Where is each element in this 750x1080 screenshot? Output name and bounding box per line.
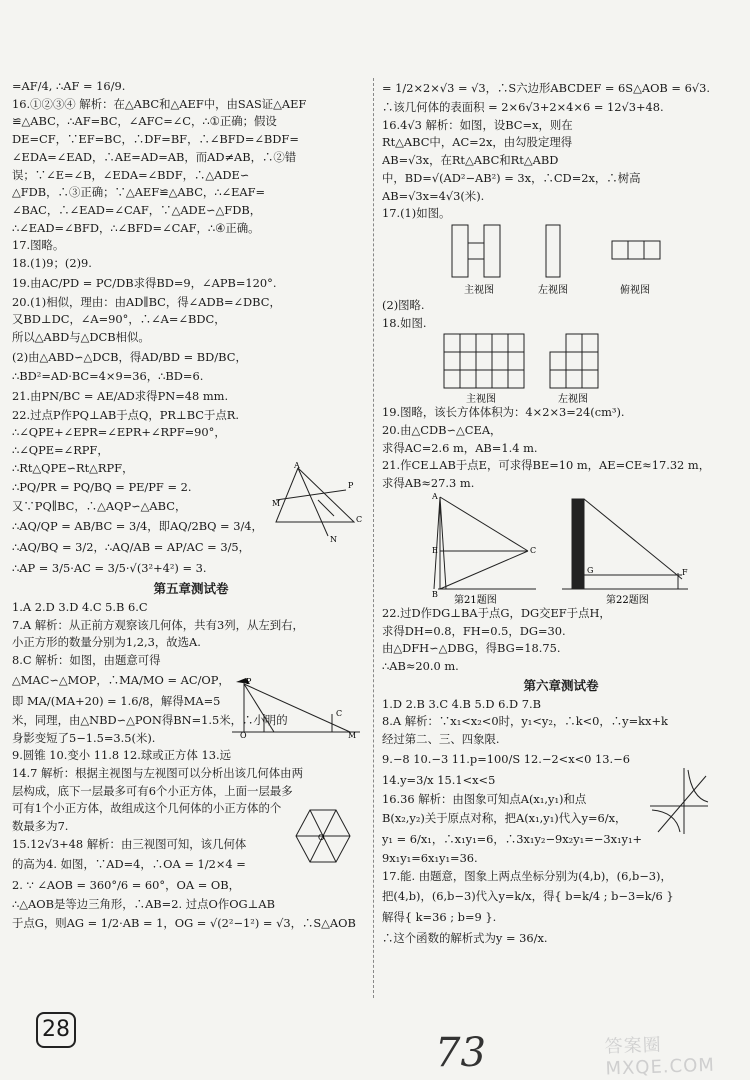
answer-line: ∴∠QPE=∠RPF，: [12, 442, 109, 457]
svg-text:C: C: [356, 515, 363, 524]
answer-line: 18.(1)9；(2)9.: [12, 256, 92, 271]
answer-line: 可有1个小正方体，故组成这个几何体的小正方体的个: [12, 801, 282, 816]
q21-q22-figures: [432, 493, 732, 605]
answer-line: 求得DH=0.8，FH=0.5，DG=30.: [382, 623, 566, 638]
answer-line: ∴AB≈20.0 m.: [382, 658, 459, 673]
answer-line: 16.36 解析：由图象可知点A(x₁,y₁)和点: [382, 791, 587, 806]
answer-line: AB=√3x=4√3(米).: [382, 188, 485, 203]
answer-line: AB=√3x，在Rt△ABC和Rt△ABD: [382, 153, 559, 168]
svg-text:B: B: [432, 589, 438, 599]
hyperbola-figure: [648, 766, 710, 836]
answer-line: y₁ = 6/x₁，∴x₁y₁=6，∴3x₁y₂−9x₂y₁=−3x₁y₁+: [382, 832, 643, 847]
answer-line: ∴这个函数的解析式为y = 36/x.: [382, 930, 548, 945]
answer-line: ∴PQ/PR = PQ/BQ = PE/PF = 2.: [12, 480, 192, 495]
front-view-caption: 主视图: [466, 394, 496, 405]
q22-caption: 第22题图: [606, 594, 649, 605]
chapter-6-title: 第六章测试卷: [523, 677, 599, 693]
answer-line: 由△DFH∽△DBG，得BG=18.75.: [382, 641, 561, 656]
answer-line: 小正方形的数量分别为1,2,3，故选A.: [12, 635, 201, 650]
answer-line: 求得AB≈27.3 m.: [382, 476, 475, 491]
answer-line: 即 MA/(MA+20) = 1.6/8，解得MA=5: [12, 693, 221, 708]
answer-line: 把(4,b)，(6,b−3)代入y=k/x，得{ b=k/4 ; b−3=k/6 }: [382, 888, 674, 903]
left-view-caption: 左视图: [558, 394, 588, 405]
q21-caption: 第21题图: [454, 594, 497, 605]
answer-line: △FDB，∴③正确；∵△AEF≌△ABC，∴∠EAF=: [12, 185, 266, 200]
answer-line: B(x₂,y₂)关于原点对称，把A(x₁,y₁)代入y=6/x，: [382, 811, 627, 826]
answer-line: ∴∠QPE+∠EPR=∠EPR+∠RPF=90°，: [12, 425, 226, 440]
answer-line: ∴△AOB是等边三角形，∴AB=2. 过点O作OG⊥AB: [12, 896, 275, 911]
answer-line: 1.A 2.D 3.D 4.C 5.B 6.C: [12, 600, 148, 615]
answer-line: 身影变短了5−1.5=3.5(米).: [12, 730, 156, 745]
svg-text:N: N: [330, 535, 337, 544]
svg-text:M: M: [272, 499, 281, 508]
answer-line: ≌△ABC，∴AF=BC，∠AFC=∠C，∴①正确；假设: [12, 114, 277, 129]
answer-line: 解得{ k=36 ; b=9 }.: [382, 909, 497, 924]
page-number: 28: [36, 1012, 76, 1048]
answer-line: 7.A 解析：从正前方观察该几何体，共有3列，从左到右，: [12, 617, 304, 632]
answer-line: ∠BAC，∴∠EAD=∠CAF，∵△ADE∽△FDB，: [12, 202, 262, 217]
answer-line: 所以△ABD与△DCB相似。: [12, 330, 150, 345]
answer-line: ∴Rt△QPE∽Rt△RPF，: [12, 460, 134, 475]
answer-line: 17.图略。: [12, 238, 65, 253]
answer-line: 17.能. 由题意，图象上两点坐标分别为(4,b)，(6,b−3)，: [382, 869, 672, 884]
answer-line: ∴BD²=AD·BC=4×9=36，∴BD=6.: [12, 368, 204, 383]
answer-line: 16.4√3 解析：如图，设BC=x，则在: [382, 117, 573, 132]
svg-text:C: C: [530, 545, 537, 555]
answer-line: 8.A 解析：∵x₁<x₂<0时，y₁<y₂，∴k<0，∴y=kx+k: [382, 714, 668, 729]
answer-line: 9x₁y₁=6x₁y₁=36.: [382, 851, 478, 866]
answer-line: 求得AC=2.6 m，AB=1.4 m.: [382, 440, 538, 455]
answer-line: DE=CF，∵EF=BC，∴DF=BF，∴∠BFD=∠BDF=: [12, 132, 299, 147]
answer-line: ∴AP = 3/5·AC = 3/5·√(3²+4²) = 3.: [12, 561, 207, 576]
svg-text:P: P: [246, 677, 252, 686]
answer-line: 米，同理，由△NBD∽△PON得BN=1.5米，∴小明的: [12, 712, 288, 727]
q18-views: [442, 332, 692, 404]
answer-line: = 1/2×2×√3 = √3，∴S六边形ABCDEF = 6S△AOB = 6√3.: [382, 81, 710, 95]
svg-text:P: P: [348, 481, 354, 490]
answer-line: 16.①②③④ 解析：在△ABC和△AEF中，由SAS证△AEF: [12, 96, 307, 111]
answer-line: ∴AQ/QP = AB/BC = 3/4，即AQ/2BQ = 3/4，: [12, 519, 263, 534]
left-view-caption: 左视图: [538, 284, 568, 296]
answer-line: △MAC∽△MOP，∴MA/MO = AC/OP，: [12, 672, 230, 687]
front-view-caption: 主视图: [464, 284, 494, 296]
svg-text:G: G: [587, 565, 594, 575]
q8-shadow-figure: [232, 676, 362, 738]
watermark: 答案圈 MXQE.COM: [604, 1034, 716, 1080]
answer-line: 数最多为7.: [12, 819, 69, 834]
answer-line: 8.C 解析：如图，由题意可得: [12, 653, 161, 668]
answer-line: 误；∵∠E=∠B，∠EDA=∠BDF，∴△ADE∽: [12, 167, 250, 182]
answer-line: ∴该几何体的表面积 = 2×6√3+2×4×6 = 12√3+48.: [382, 100, 664, 114]
answer-line: ∴AQ/BQ = 3/2，∴AQ/AB = AP/AC = 3/5，: [12, 540, 251, 555]
svg-text:O: O: [318, 833, 325, 842]
answer-line: 9.圆锥 10.变小 11.8 12.球或正方体 13.远: [12, 748, 231, 763]
answer-line: 22.过点P作PQ⊥AB于点Q，PR⊥BC于点R.: [12, 407, 240, 422]
answer-line: 15.12√3+48 解析：由三视图可知，该几何体: [12, 836, 247, 851]
svg-text:F: F: [682, 567, 688, 577]
answer-line: 14.y=3/x 15.1<x<5: [382, 772, 496, 787]
answer-line: =AF/4, ∴AF = 16/9.: [12, 79, 126, 93]
answer-line: 14.7 解析：根据主视图与左视图可以分析出该几何体由两: [12, 765, 303, 780]
svg-text:A: A: [294, 461, 300, 470]
q22-geometry-figure: [268, 460, 364, 544]
hexagon-figure: [292, 806, 354, 868]
answer-line: 9.−8 10.−3 11.p=100/S 12.−2<x<0 13.−6: [382, 751, 630, 766]
answer-line: 2. ∵ ∠AOB = 360°/6 = 60°，OA = OB，: [12, 877, 240, 892]
svg-text:O: O: [240, 731, 247, 738]
top-view-caption: 俯视图: [620, 284, 650, 296]
q17-three-views: [442, 223, 692, 297]
handwritten-mark: 73: [435, 1030, 486, 1076]
answer-line: 1.D 2.B 3.C 4.B 5.D 6.D 7.B: [382, 696, 542, 711]
column-divider: [373, 78, 374, 998]
answer-line: ∴∠EAD=∠BFD，∴∠BFD=∠CAF，∴④正确。: [12, 220, 260, 235]
answer-line: 又BD⊥DC，∠A=90°，∴∠A=∠BDC，: [12, 312, 226, 327]
answer-line: 中，BD=√(AD²−AB²) = 3x，∴CD=2x，∴树高: [382, 170, 641, 185]
answer-line: 21.由PN/BC = AE/AD求得PN=48 mm.: [12, 388, 229, 403]
answer-line: 18.如图.: [382, 315, 427, 330]
answer-line: ∠EDA=∠EAD，∴AE=AD=AB，而AD≠AB，∴②错: [12, 149, 297, 164]
answer-line: (2)由△ABD∽△DCB，得AD/BD = BD/BC，: [12, 349, 247, 364]
answer-line: 20.(1)相似，理由：由AD∥BC，得∠ADB=∠DBC，: [12, 294, 281, 309]
answer-line: Rt△ABC中，AC=2x，由勾股定理得: [382, 135, 573, 150]
svg-text:A: A: [432, 492, 438, 501]
answer-line: 17.(1)如图。: [382, 206, 451, 221]
answer-line: 的高为4. 如图，∵AD=4，∴OA = 1/2×4 =: [12, 856, 246, 871]
answer-line: 21.作CE⊥AB于点E，可求得BE=10 m，AE=CE≈17.32 m，: [382, 458, 711, 473]
answer-line: 20.由△CDB∽△CEA，: [382, 423, 502, 438]
answer-line: 19.由AC/PD = PC/DB求得BD=9，∠APB=120°.: [12, 275, 277, 290]
answer-line: 又∵PQ∥BC，∴△AQP∽△ABC，: [12, 499, 187, 514]
answer-line: 层构成，底下一层最多可有6个小正方体，上面一层最多: [12, 783, 293, 798]
svg-text:E: E: [432, 545, 438, 555]
chapter-5-title: 第五章测试卷: [153, 581, 229, 597]
svg-text:C: C: [336, 709, 343, 718]
answer-line: (2)图略.: [382, 297, 425, 312]
answer-line: 于点G，则AG = 1/2·AB = 1，OG = √(2²−1²) = √3，∴S△AOB: [12, 916, 356, 931]
answer-line: 22.过D作DG⊥BA于点G，DG交EF于点H，: [382, 605, 611, 620]
answer-line: 经过第二、三、四象限.: [382, 732, 500, 747]
svg-text:M: M: [348, 731, 357, 738]
answer-line: 19.图略，该长方体体积为：4×2×3=24(cm³).: [382, 405, 625, 420]
